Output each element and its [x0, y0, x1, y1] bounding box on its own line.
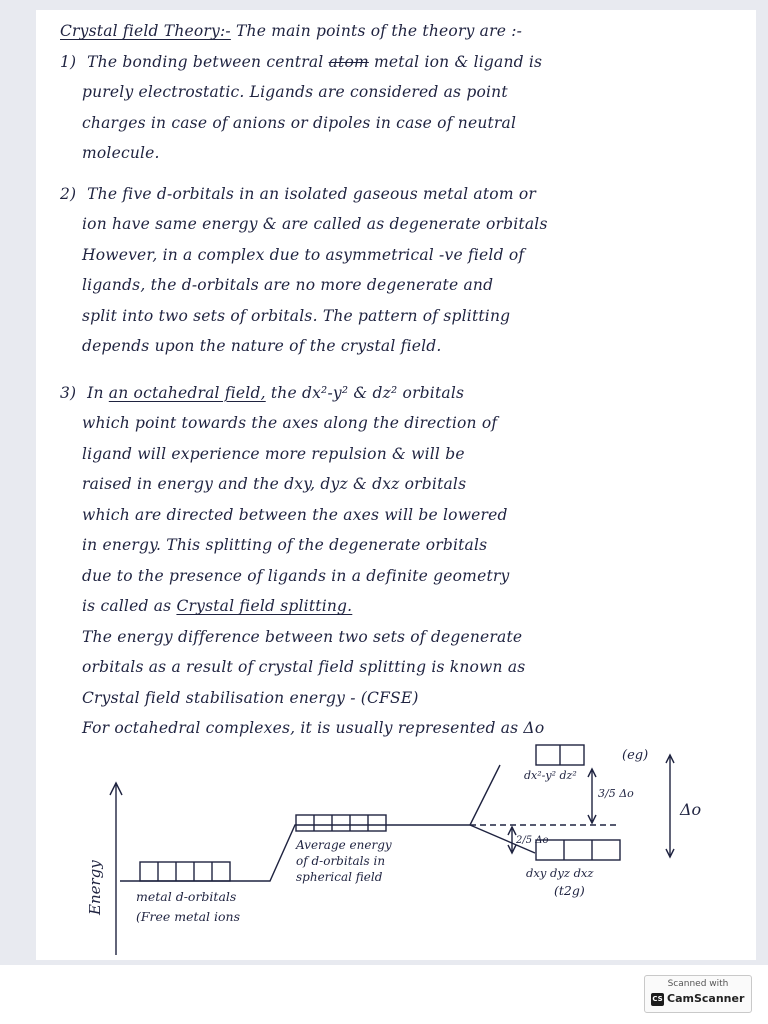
- point-1-line-2: purely electrostatic. Ligands are considered as point: [82, 83, 508, 101]
- point-3-line-4: raised in energy and the dxy, dyz & dxz orbitals: [82, 475, 467, 493]
- cfse-line-1: The energy difference between two sets of degenerate: [82, 627, 523, 646]
- camscanner-watermark: [644, 975, 752, 1013]
- point-1-number: 1): [60, 52, 77, 71]
- eg-split-line: [470, 765, 500, 825]
- point-3-line-1: [60, 384, 750, 415]
- camscanner-logo-icon: CS: [651, 993, 664, 1006]
- delta-o-label: Δo: [680, 800, 702, 819]
- point-2-number: 2): [60, 184, 77, 203]
- octahedral-field-term: an octahedral field,: [108, 383, 266, 402]
- eg-orbital-names: dx²-y² dz²: [524, 769, 577, 782]
- scanned-with-text: Scanned with: [667, 979, 729, 989]
- t2g-set-label: (t2g): [554, 883, 585, 898]
- point-1-line-1: [60, 53, 750, 84]
- average-energy-label-2: of d-orbitals in: [296, 854, 386, 868]
- point-3-text-cont: the dx²-y² & dz² orbitals: [270, 383, 465, 402]
- notes-title: Crystal field Theory:-: [60, 22, 231, 40]
- point-3-line-5: which are directed between the axes will be lowered: [82, 505, 508, 524]
- point-2-line-2: ion have same energy & are called as degenerate orbitals: [82, 215, 548, 233]
- free-ion-label-1: metal d-orbitals: [136, 889, 237, 904]
- notes-intro: The main points of the theory are :-: [236, 22, 523, 40]
- average-energy-label-3: spherical field: [296, 870, 383, 884]
- point-1-line-4: molecule.: [82, 144, 160, 162]
- point-3-number: 3): [60, 383, 77, 402]
- free-ion-label-2: (Free metal ions: [136, 909, 240, 924]
- point-3-line-2: which point towards the axes along the direction of: [82, 414, 498, 432]
- point-3-line-8: [60, 597, 750, 628]
- handwritten-notes: [60, 22, 750, 750]
- point-1-text-cont: metal ion & ligand is: [374, 52, 543, 71]
- point-3-line-6: in energy. This splitting of the degenerate orbitals: [82, 536, 488, 554]
- heading-line: [60, 22, 750, 53]
- camscanner-name: CamScanner: [667, 992, 745, 1005]
- struck-word: atom: [328, 52, 369, 71]
- point-2-line-5: split into two sets of orbitals. The pattern of splitting: [82, 306, 511, 325]
- crystal-field-splitting-diagram: [60, 735, 750, 965]
- crystal-field-splitting-term: Crystal field splitting.: [176, 597, 353, 615]
- point-2-line-3: However, in a complex due to asymmetrical -ve field of: [82, 245, 525, 264]
- point-2-line-4: ligands, the d-orbitals are no more degenerate and: [82, 276, 494, 294]
- free-ion-orbital-boxes: [140, 862, 230, 881]
- point-3-line-7: due to the presence of ligands in a definite geometry: [82, 566, 510, 585]
- eg-gap-label: 3/5 Δo: [598, 787, 634, 800]
- cfse-line-3: Crystal field stabilisation energy - (CFSE): [82, 688, 419, 707]
- point-3-text: In: [87, 383, 104, 402]
- point-1-text: The bonding between central: [87, 52, 324, 71]
- point-3-line-3: ligand will experience more repulsion & will be: [82, 444, 465, 463]
- point-2-line-6: depends upon the nature of the crystal field.: [82, 337, 442, 355]
- point-2-line-1: [60, 185, 750, 216]
- t2g-orbital-names: dxy dyz dxz: [526, 866, 594, 880]
- spherical-field-orbital-boxes: [296, 815, 386, 831]
- splitting-diagram-svg: [60, 735, 750, 965]
- average-energy-label-1: Average energy: [296, 838, 392, 852]
- point-3-text-end: is called as: [82, 597, 172, 615]
- t2g-orbital-boxes: [536, 840, 620, 860]
- energy-baseline-path: [120, 825, 470, 881]
- point-1-line-3: charges in case of anions or dipoles in case of neutral: [82, 113, 517, 132]
- energy-axis-label: Energy: [86, 860, 104, 915]
- cfse-line-4: For octahedral complexes, it is usually represented as Δo: [82, 719, 545, 737]
- t2g-gap-label: 2/5 Δo: [516, 835, 549, 846]
- eg-set-label: (eg): [622, 748, 649, 763]
- cfse-line-2: orbitals as a result of crystal field splitting is known as: [82, 658, 526, 676]
- point-2-text: The five d-orbitals in an isolated gaseous metal atom or: [87, 184, 536, 203]
